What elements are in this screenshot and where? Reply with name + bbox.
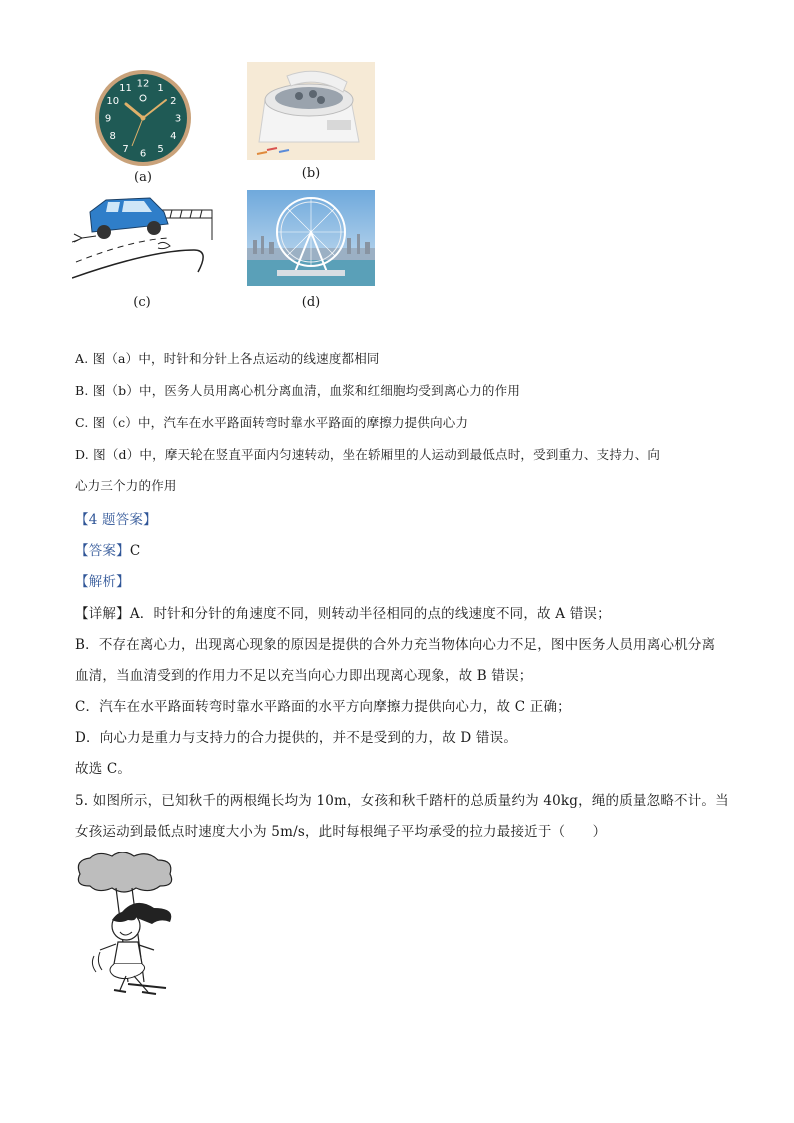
option-d-line2: 心力三个力的作用 <box>75 478 177 493</box>
clock-numeral: 3 <box>174 113 182 125</box>
detail-line-3: 血清，当血清受到的作用力不足以充当向心力即出现离心现象，故 B 错误； <box>75 668 533 684</box>
option-c: C. 图（c）中，汽车在水平路面转弯时靠水平路面的摩擦力提供向心力 <box>75 415 469 430</box>
detail-a: A．时针和分针的角速度不同，则转动半径相同的点的线速度不同，故 A 错误； <box>129 606 611 622</box>
clock-numeral: 9 <box>104 113 112 125</box>
figure-c-car <box>72 190 218 286</box>
clock-numeral: 2 <box>170 96 177 107</box>
figure-a-clock <box>92 68 194 168</box>
question5-line1: 5. 如图所示，已知秋千的两根绳长均为 10m，女孩和秋千踏杆的总质量约为 40kg，绳的质量忽略不计。当 <box>75 793 729 809</box>
clock-numeral: 4 <box>170 131 177 142</box>
answer-section-title: 【4 题答案】 <box>75 512 157 528</box>
figure-c-caption: (c) <box>133 295 151 310</box>
clock-numeral: 10 <box>106 96 120 107</box>
answer-line <box>75 539 140 559</box>
analysis-title: 【解析】 <box>75 574 130 590</box>
figure-d-caption: (d) <box>301 295 321 310</box>
figure-b-centrifuge <box>247 62 375 160</box>
clock-numeral: 6 <box>139 148 147 160</box>
figure-swing-girl <box>70 852 192 1000</box>
detail-prefix: 【详解】 <box>75 606 130 622</box>
clock-numeral: 7 <box>122 143 129 155</box>
clock-numeral: 11 <box>119 83 132 95</box>
figure-a-caption: (a) <box>134 170 152 185</box>
option-d-line1: D. 图（d）中，摩天轮在竖直平面内匀速转动，坐在轿厢里的人运动到最低点时，受到重力、支持力、向 <box>75 447 661 462</box>
option-b: B. 图（b）中，医务人员用离心机分离血清，血浆和红细胞均受到离心力的作用 <box>75 383 521 398</box>
clock-numeral: 12 <box>136 78 150 90</box>
option-a: A. 图（a）中，时针和分针上各点运动的线速度都相同 <box>75 351 380 366</box>
conclusion: 故选 C。 <box>75 761 132 777</box>
question5-line2: 女孩运动到最低点时速度大小为 5m/s，此时每根绳子平均承受的拉力最接近于（ ） <box>75 824 607 840</box>
clock-numeral: 8 <box>109 131 116 142</box>
detail-line-1 <box>75 602 611 622</box>
answer-value: C <box>129 543 141 559</box>
clock-numeral: 1 <box>157 83 164 95</box>
clock-numeral: 5 <box>157 143 164 155</box>
figure-b-caption: (b) <box>301 166 321 181</box>
detail-line-5: D．向心力是重力与支持力的合力提供的，并不是受到的力，故 D 错误。 <box>75 730 518 746</box>
answer-label: 【答案】 <box>75 543 130 559</box>
figure-d-ferris-wheel <box>247 190 375 286</box>
detail-line-4: C．汽车在水平路面转弯时靠水平路面的水平方向摩擦力提供向心力，故 C 正确； <box>75 699 571 715</box>
detail-line-2: B．不存在离心力，出现离心现象的原因是提供的合外力充当物体向心力不足，图中医务人员用离心机分离 <box>75 637 716 653</box>
